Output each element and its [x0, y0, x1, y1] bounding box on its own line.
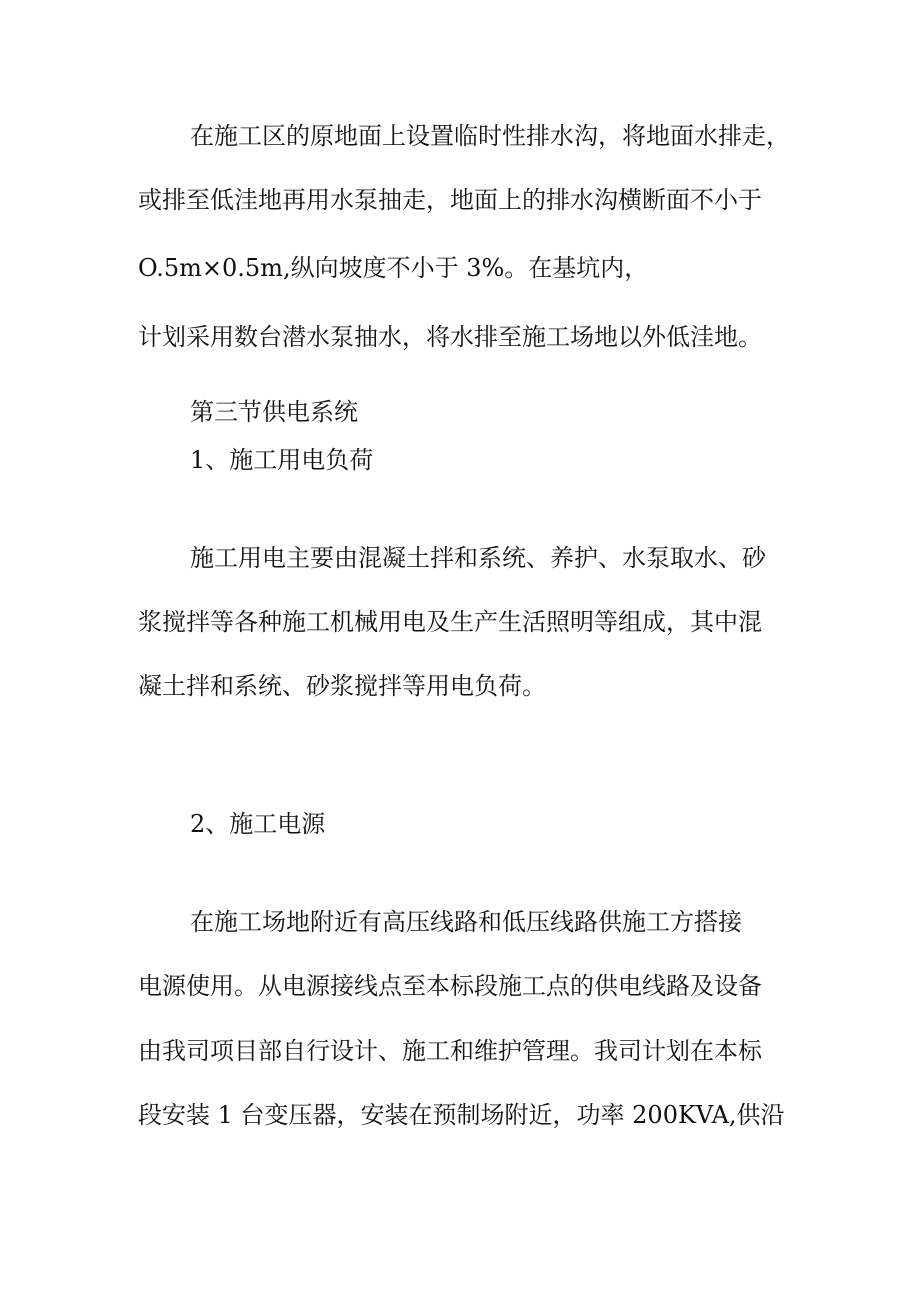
paragraph-line: O.5m×0.5m,纵向坡度不小于 3%。在基坑内，	[138, 254, 649, 282]
paragraph-line: 在施工场地附近有高压线路和低压线路供施工方搭接	[190, 908, 742, 936]
section-heading: 第三节供电系统	[190, 398, 358, 426]
paragraph-line: 施工用电主要由混凝土拌和系统、养护、水泵取水、砂	[190, 544, 766, 572]
paragraph-line: 电源使用。从电源接线点至本标段施工点的供电线路及设备	[138, 972, 762, 1000]
paragraph-line: 由我司项目部自行设计、施工和维护管理。我司计划在本标	[138, 1037, 762, 1065]
paragraph-line: 凝土拌和系统、砂浆搅拌等用电负荷。	[138, 672, 546, 700]
paragraph-line: 段安装 1 台变压器，安装在预制场附近，功率 200KVA,供沿	[138, 1101, 785, 1129]
paragraph-line: 在施工区的原地面上设置临时性排水沟，将地面水排走，	[190, 122, 790, 150]
subsection-heading: 1、施工用电负荷	[190, 446, 374, 474]
subsection-heading: 2、施工电源	[190, 810, 326, 838]
paragraph-line: 或排至低洼地再用水泵抽走，地面上的排水沟横断面不小于	[138, 186, 762, 214]
paragraph-line: 浆搅拌等各种施工机械用电及生产生活照明等组成，其中混	[138, 608, 762, 636]
paragraph-line: 计划采用数台潜水泵抽水，将水排至施工场地以外低洼地。	[138, 323, 762, 351]
